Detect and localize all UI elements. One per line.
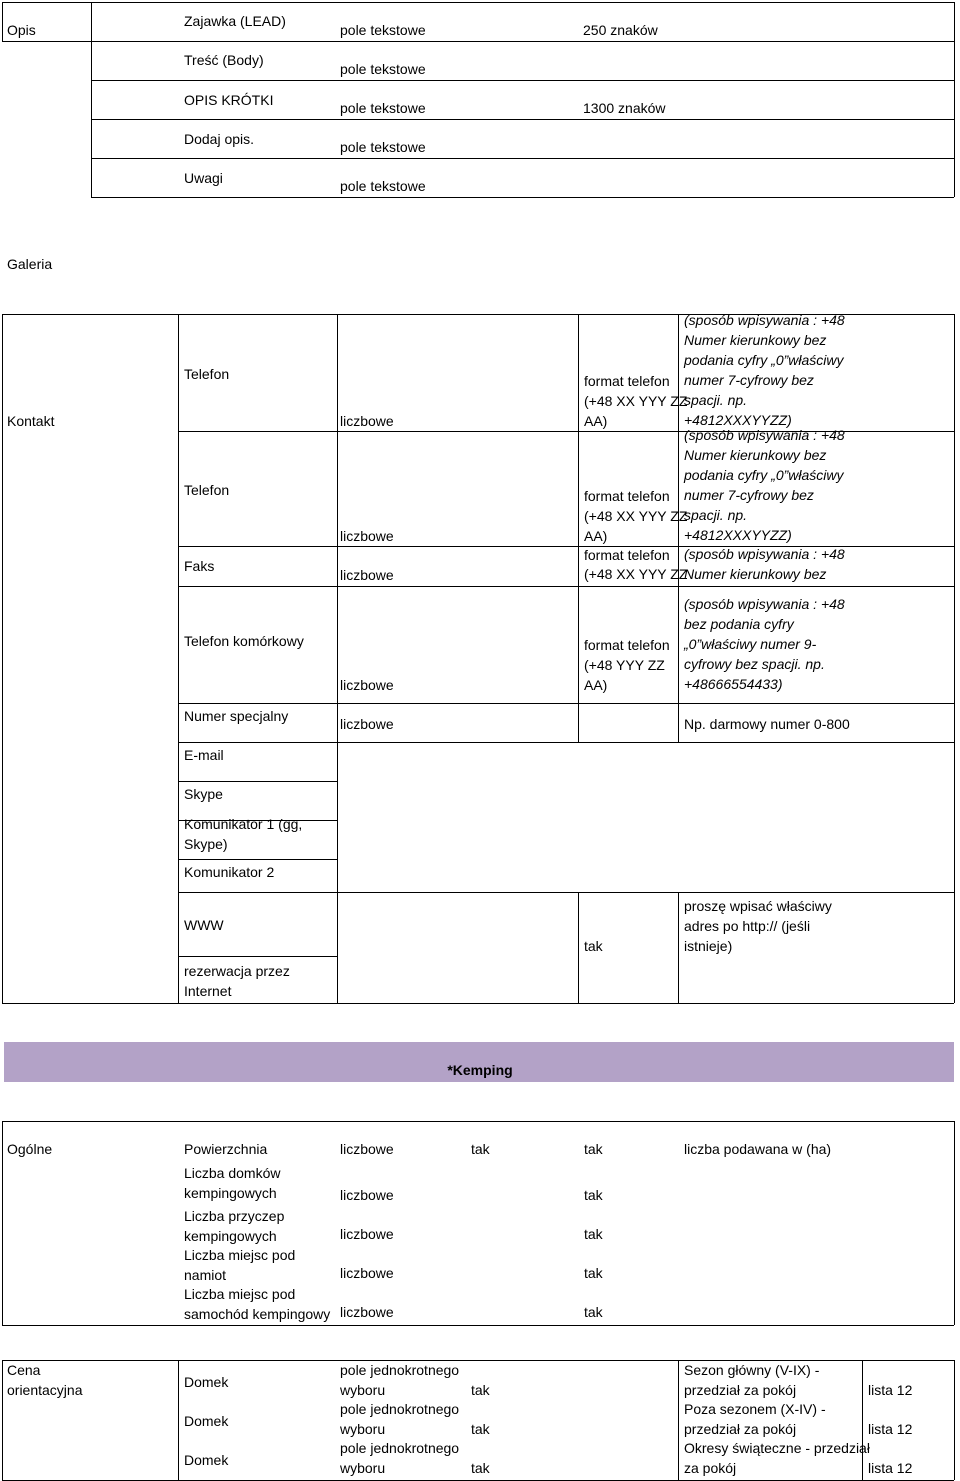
- telefon1-note-1: (sposób wpisywania : +48: [684, 312, 845, 328]
- cena-row-3-list: lista 12: [868, 1460, 913, 1476]
- skype-name: Skype: [184, 786, 223, 802]
- ogolne-row-1-b: tak: [584, 1141, 603, 1157]
- komorkowy-name: Telefon komórkowy: [184, 633, 304, 649]
- opis-row-lead-limit: 250 znaków: [583, 22, 658, 38]
- komorkowy-note-2: bez podania cyfry: [684, 616, 794, 632]
- opis-row-notes-type: pole tekstowe: [340, 178, 426, 194]
- cena-label-1: Cena: [7, 1362, 41, 1378]
- komorkowy-format-1: format telefon: [584, 637, 670, 653]
- opis-row-lead-name: Zajawka (LEAD): [184, 13, 286, 29]
- ogolne-row-5-type: liczbowe: [340, 1304, 394, 1320]
- opis-row-short-name: OPIS KRÓTKI: [184, 92, 274, 108]
- cena-row-3-season-1: Okresy świąteczne - przedział: [684, 1440, 870, 1456]
- kontakt-label: Kontakt: [7, 413, 55, 429]
- faks-format-2: (+48 XX YYY ZZ: [584, 566, 688, 582]
- cena-row-2-season-1: Poza sezonem (X-IV) -: [684, 1401, 826, 1417]
- cena-row-1-season-2: przedział za pokój: [684, 1382, 797, 1398]
- cena-row-3-name: Domek: [184, 1452, 229, 1468]
- opis-row-lead-type: pole tekstowe: [340, 22, 426, 38]
- komunikator1-name-1: Komunikator 1 (gg,: [184, 816, 303, 832]
- cena-row-2-type-2: wyboru: [340, 1421, 386, 1437]
- telefon1-type: liczbowe: [340, 413, 394, 429]
- telefon1-note-3: podania cyfry „0”właściwy: [684, 352, 844, 368]
- ogolne-row-4-type: liczbowe: [340, 1265, 394, 1281]
- cena-row-1-season-1: Sezon główny (V-IX) -: [684, 1362, 820, 1378]
- komorkowy-type: liczbowe: [340, 677, 394, 693]
- telefon2-format-1: format telefon: [584, 488, 670, 504]
- telefon2-note-5: spacji. np.: [684, 507, 748, 523]
- cena-row-3-type-2: wyboru: [340, 1460, 386, 1476]
- telefon2-name: Telefon: [184, 482, 230, 498]
- specjalny-type: liczbowe: [340, 716, 394, 732]
- ogolne-row-5-name-1: Liczba miejsc pod: [184, 1286, 296, 1302]
- faks-note-1: (sposób wpisywania : +48: [684, 546, 845, 562]
- cena-row-2-name: Domek: [184, 1413, 229, 1429]
- cena-row-2-flag: tak: [471, 1421, 490, 1437]
- ogolne-row-3-b: tak: [584, 1226, 603, 1242]
- telefon2-format-3: AA): [584, 528, 608, 544]
- telefon2-format-2: (+48 XX YYY ZZ: [584, 508, 688, 524]
- komorkowy-format-3: AA): [584, 677, 608, 693]
- email-name: E-mail: [184, 747, 224, 763]
- ogolne-row-2-name-2: kempingowych: [184, 1185, 277, 1201]
- cena-row-3-season-2: za pokój: [684, 1460, 737, 1476]
- ogolne-row-1-note: liczba podawana w (ha): [684, 1141, 832, 1157]
- specjalny-name: Numer specjalny: [184, 708, 289, 724]
- specjalny-note: Np. darmowy numer 0-800: [684, 716, 850, 732]
- www-note-1: proszę wpisać właściwy: [684, 898, 832, 914]
- ogolne-row-3-name-2: kempingowych: [184, 1228, 277, 1244]
- ogolne-row-1-a: tak: [471, 1141, 490, 1157]
- cena-row-1-name: Domek: [184, 1374, 229, 1390]
- cena-row-1-type-2: wyboru: [340, 1382, 386, 1398]
- ogolne-row-4-name-2: namiot: [184, 1267, 227, 1283]
- cena-row-2-list: lista 12: [868, 1421, 913, 1437]
- komorkowy-note-5: +48666554433): [684, 676, 783, 692]
- telefon1-name: Telefon: [184, 366, 230, 382]
- galeria-label: Galeria: [7, 256, 53, 272]
- ogolne-row-1-name: Powierzchnia: [184, 1141, 268, 1157]
- telefon1-note-6: +4812XXXYYZZ): [684, 412, 792, 428]
- komunikator1-name-2: Skype): [184, 836, 228, 852]
- ogolne-row-5-b: tak: [584, 1304, 603, 1320]
- telefon1-note-4: numer 7-cyfrowy bez: [684, 372, 814, 388]
- kemping-title: *Kemping: [447, 1062, 513, 1078]
- cena-row-3-flag: tak: [471, 1460, 490, 1476]
- cena-row-3-type-1: pole jednokrotnego: [340, 1440, 460, 1456]
- cena-row-1-type-1: pole jednokrotnego: [340, 1362, 460, 1378]
- cena-row-1-list: lista 12: [868, 1382, 913, 1398]
- faks-format-1: format telefon: [584, 547, 670, 563]
- opis-row-add-name: Dodaj opis.: [184, 131, 255, 147]
- faks-type: liczbowe: [340, 567, 394, 583]
- cena-row-1-flag: tak: [471, 1382, 490, 1398]
- telefon1-format-3: AA): [584, 413, 608, 429]
- cena-row-2-season-2: przedział za pokój: [684, 1421, 797, 1437]
- komorkowy-format-2: (+48 YYY ZZ: [584, 657, 665, 673]
- ogolne-label: Ogólne: [7, 1141, 53, 1157]
- ogolne-row-2-b: tak: [584, 1187, 603, 1203]
- komorkowy-note-3: „0”właściwy numer 9-: [684, 636, 817, 652]
- telefon2-note-4: numer 7-cyfrowy bez: [684, 487, 814, 503]
- opis-row-add-type: pole tekstowe: [340, 139, 426, 155]
- www-note-3: istnieje): [684, 938, 733, 954]
- telefon2-note-3: podania cyfry „0”właściwy: [684, 467, 844, 483]
- opis-row-notes-name: Uwagi: [184, 170, 223, 186]
- telefon2-type: liczbowe: [340, 528, 394, 544]
- ogolne-row-3-name-1: Liczba przyczep: [184, 1208, 285, 1224]
- cena-row-2-type-1: pole jednokrotnego: [340, 1401, 460, 1417]
- www-name: WWW: [184, 917, 224, 933]
- opis-row-body-type: pole tekstowe: [340, 61, 426, 77]
- komunikator2-name: Komunikator 2: [184, 864, 275, 880]
- telefon1-note-2: Numer kierunkowy bez: [684, 332, 827, 348]
- telefon2-note-2: Numer kierunkowy bez: [684, 447, 827, 463]
- faks-name: Faks: [184, 558, 215, 574]
- ogolne-row-3-type: liczbowe: [340, 1226, 394, 1242]
- ogolne-row-2-type: liczbowe: [340, 1187, 394, 1203]
- opis-row-short-limit: 1300 znaków: [583, 100, 666, 116]
- rezerwacja-name-2: Internet: [184, 983, 232, 999]
- ogolne-row-5-name-2: samochód kempingowy: [184, 1306, 331, 1322]
- komorkowy-note-1: (sposób wpisywania : +48: [684, 596, 845, 612]
- ogolne-row-1-type: liczbowe: [340, 1141, 394, 1157]
- telefon2-note-1: (sposób wpisywania : +48: [684, 427, 845, 443]
- telefon1-format-2: (+48 XX YYY ZZ: [584, 393, 688, 409]
- opis-label: Opis: [7, 22, 36, 38]
- ogolne-row-2-name-1: Liczba domków: [184, 1165, 281, 1181]
- ogolne-row-4-b: tak: [584, 1265, 603, 1281]
- rezerwacja-name-1: rezerwacja przez: [184, 963, 290, 979]
- faks-note-2: Numer kierunkowy bez: [684, 566, 827, 582]
- opis-row-body-name: Treść (Body): [184, 52, 264, 68]
- telefon1-format-1: format telefon: [584, 373, 670, 389]
- www-flag: tak: [584, 938, 603, 954]
- telefon2-note-6: +4812XXXYYZZ): [684, 527, 792, 543]
- komorkowy-note-4: cyfrowy bez spacji. np.: [684, 656, 825, 672]
- www-note-2: adres po http:// (jeśli: [684, 918, 811, 934]
- opis-row-short-type: pole tekstowe: [340, 100, 426, 116]
- cena-label-2: orientacyjna: [7, 1382, 83, 1398]
- telefon1-note-5: spacji. np.: [684, 392, 748, 408]
- ogolne-row-4-name-1: Liczba miejsc pod: [184, 1247, 296, 1263]
